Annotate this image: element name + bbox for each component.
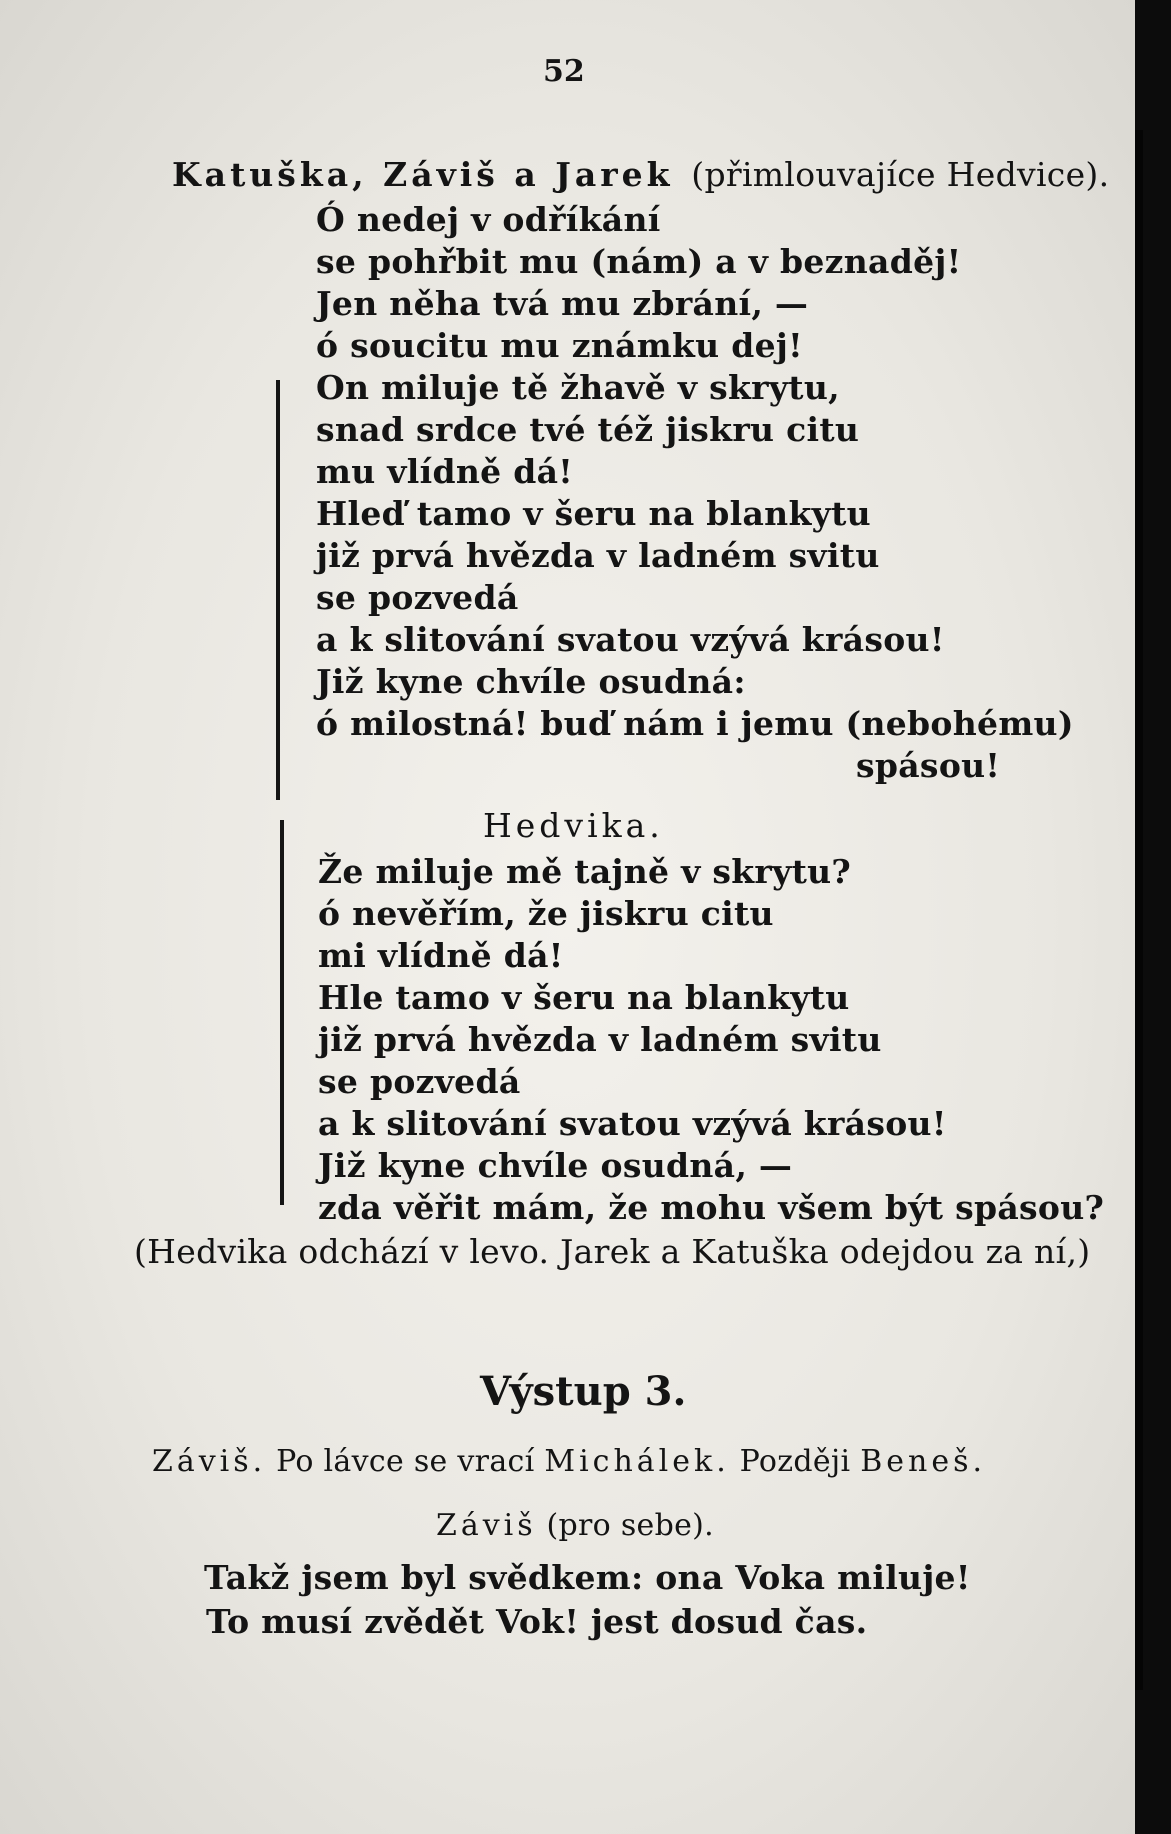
verse-line: se pohřbit mu (nám) a v beznaděj! — [316, 242, 962, 281]
verse-line: Takž jsem byl svědkem: ona Voka miluje! — [204, 1558, 971, 1597]
speaker-heading-3 — [436, 1506, 714, 1546]
verse-line: Již kyne chvíle osudná: — [316, 662, 746, 701]
verse-line: Že miluje mě tajně v skrytu? — [318, 852, 852, 891]
verse-line: Jen něha tvá mu zbrání, — — [316, 284, 809, 323]
speaker-name: Záviš — [436, 1508, 537, 1543]
exit-stage-direction: (Hedvika odchází v levo. Jarek a Katuška odejdou za ní,) — [134, 1232, 1091, 1271]
verse-line: Ó nedej v odříkání — [316, 200, 661, 239]
brace-left-2 — [280, 820, 284, 1205]
verse-line: snad srdce tvé též jiskru citu — [316, 410, 860, 449]
speaker-heading-1 — [172, 155, 1109, 195]
stage-direction: (přimlouvajíce Hedvice). — [691, 155, 1110, 194]
verse-line: To musí zvědět Vok! jest dosud čas. — [206, 1602, 868, 1641]
verse-line: spásou! — [856, 746, 1001, 785]
binding-edge — [1135, 130, 1143, 1690]
verse-line: ó soucitu mu známku dej! — [316, 326, 803, 365]
verse-line: a k slitování svatou vzývá krásou! — [316, 620, 945, 659]
cast-name: Záviš. — [152, 1444, 267, 1479]
speaker-heading-2: Hedvika. — [483, 806, 664, 845]
verse-line: již prvá hvězda v ladném svitu — [318, 1020, 882, 1059]
scene-heading: Výstup 3. — [480, 1368, 687, 1415]
verse-line: ó nevěřím, že jiskru citu — [318, 894, 774, 933]
verse-line: se pozvedá — [316, 578, 519, 617]
page-edge-shadow — [1135, 0, 1171, 1834]
verse-line: se pozvedá — [318, 1062, 521, 1101]
page-number: 52 — [543, 54, 585, 89]
stage-direction: (pro sebe). — [546, 1508, 715, 1543]
cast-name: Michálek. — [544, 1444, 730, 1479]
verse-line: Již kyne chvíle osudná, — — [318, 1146, 793, 1185]
verse-line: zda věřit mám, že mohu všem být spásou? — [318, 1188, 1105, 1227]
verse-line: On miluje tě žhavě v skrytu, — [316, 368, 840, 407]
cast-name: Beneš. — [860, 1444, 987, 1479]
verse-line: Hle tamo v šeru na blankytu — [318, 978, 850, 1017]
verse-line: mu vlídně dá! — [316, 452, 574, 491]
speaker-names: Katuška, Záviš a Jarek — [172, 155, 674, 194]
scene-cast-line — [152, 1442, 986, 1482]
cast-text: Po lávce se vrací — [276, 1444, 535, 1479]
verse-line: již prvá hvězda v ladném svitu — [316, 536, 880, 575]
verse-line: Hleď tamo v šeru na blankytu — [316, 494, 871, 533]
verse-line: mi vlídně dá! — [318, 936, 564, 975]
brace-left-1 — [276, 380, 280, 800]
verse-line: ó milostná! buď nám i jemu (nebohému) — [316, 704, 1074, 743]
cast-text: Později — [739, 1444, 851, 1479]
verse-line: a k slitování svatou vzývá krásou! — [318, 1104, 947, 1143]
